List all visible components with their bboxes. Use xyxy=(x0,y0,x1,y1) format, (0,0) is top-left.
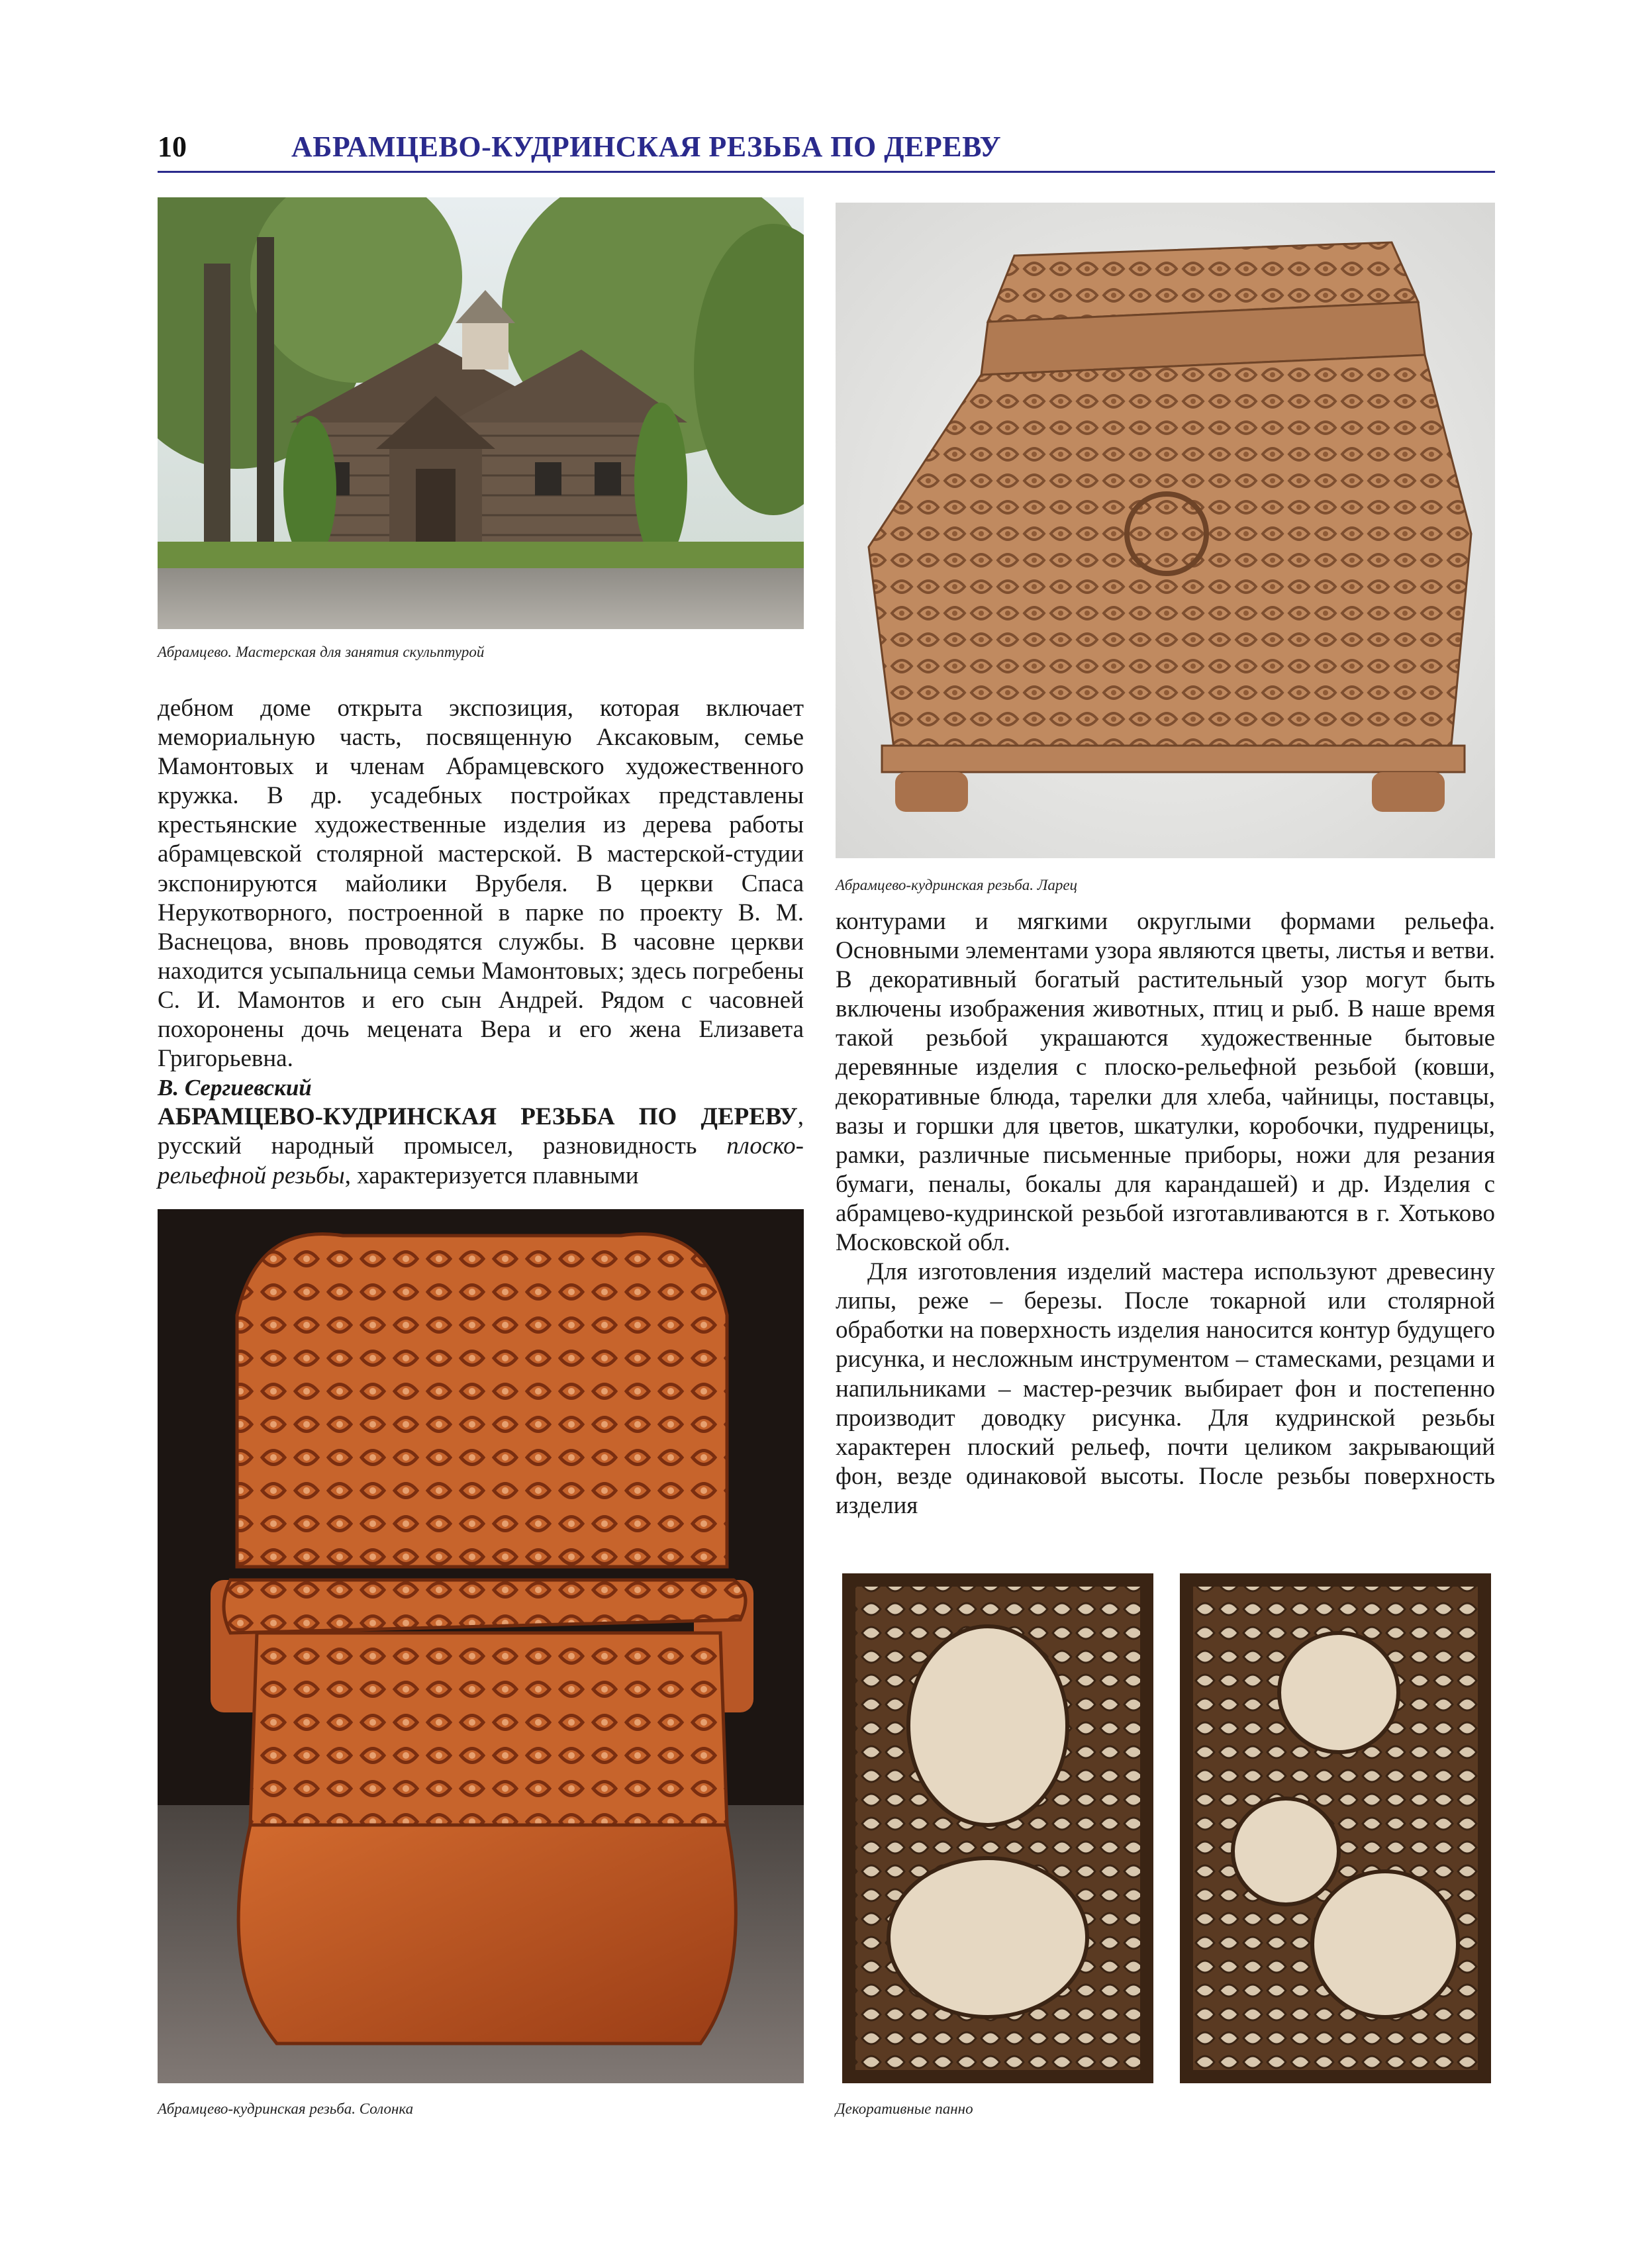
article-author: В. Сергиевский xyxy=(158,1075,312,1101)
entry-text-1: , русский народный промысел, разновидность xyxy=(158,1103,804,1160)
right-column-text xyxy=(836,907,1495,1520)
panels-illustration xyxy=(836,1573,1495,2083)
page-number: 10 xyxy=(158,130,187,163)
panels-photo xyxy=(836,1573,1495,2083)
casket-caption: Абрамцево-кудринская резьба. Ларец xyxy=(836,877,1078,893)
workshop-caption: Абрамцево. Мастерская для занятия скульптурой xyxy=(158,644,485,660)
left-column-text xyxy=(158,694,804,1191)
entry-italic-term: плоско-рельефной резьбы xyxy=(158,1132,804,1189)
running-title: АБРАМЦЕВО-КУДРИНСКАЯ РЕЗЬБА ПО ДЕРЕВУ xyxy=(291,130,1002,163)
entry-term: АБРАМЦЕВО-КУДРИНСКАЯ РЕЗЬБА ПО ДЕРЕВУ xyxy=(158,1103,798,1131)
entry-text-2: , характеризуется плавными xyxy=(344,1161,639,1189)
workshop-photo xyxy=(158,197,804,629)
panels-caption: Декоративные панно xyxy=(836,2100,973,2117)
right-paragraph-1: контурами и мягкими округлыми формами рельефа. Основными элементами узора являются цветы, листья и ветви. В декоративный богатый растительный узор могут быть включены изображения животных, птиц и рыб. В наше время такой резьбой украшаются художественные бытовые деревянные изделия с плоско-рельефной резьбой (ковши, декоративные блюда, тарелки для хлеба, чайницы, поставцы, вазы и горшки для цветов, шкатулки, коробочки, пудреницы, рамки, различные письменные приборы, ножи для резания бумаги, пеналы, бокалы для карандашей) и др. Изделия с абрамцево-кудринской резьбой изготавливаются в г. Хотьково Московской обл. xyxy=(836,908,1495,1257)
header-rule xyxy=(158,171,1495,173)
casket-illustration xyxy=(836,203,1495,858)
saltbox-illustration xyxy=(158,1209,804,2083)
casket-photo xyxy=(836,203,1495,858)
right-paragraph-2: Для изготовления изделий мастера используют древесину липы, реже – березы. После токарной или столярной обработки на поверхность изделия наносится контур будущего рисунка, и несложным инструментом – стамесками, резцами и напильниками – мастер-резчик выбирает фон и постепенно производит доводку рисунка. Для кудринской резьбы характерен плоский рельеф, почти целиком закрывающий фон, везде одинаковой высоты. После резьбы поверхность изделия xyxy=(836,1258,1495,1519)
saltbox-photo xyxy=(158,1209,804,2083)
workshop-illustration xyxy=(158,197,804,629)
left-paragraph-1: дебном доме открыта экспозиция, которая включает мемориальную часть, посвященную Аксаковым, семье Мамонтовых и членам Абрамцевского художественного кружка. В др. усадебных постройках представлены крестьянские художественные изделия из дерева работы абрамцевской столярной мастерской. В мастерской-студии экспонируются майолики Врубеля. В церкви Спаса Нерукотворного, построенной в парке по проекту В. М. Васнецова, вновь проводятся службы. В часовне церкви находится усыпальница семьи Мамонтовых; здесь погребены С. И. Мамонтов и его сын Андрей. Рядом с часовней похоронены дочь мецената Вера и его жена Елизавета Григорьевна. xyxy=(158,695,804,1073)
entry-paragraph xyxy=(158,1103,804,1190)
saltbox-caption: Абрамцево-кудринская резьба. Солонка xyxy=(158,2100,414,2117)
